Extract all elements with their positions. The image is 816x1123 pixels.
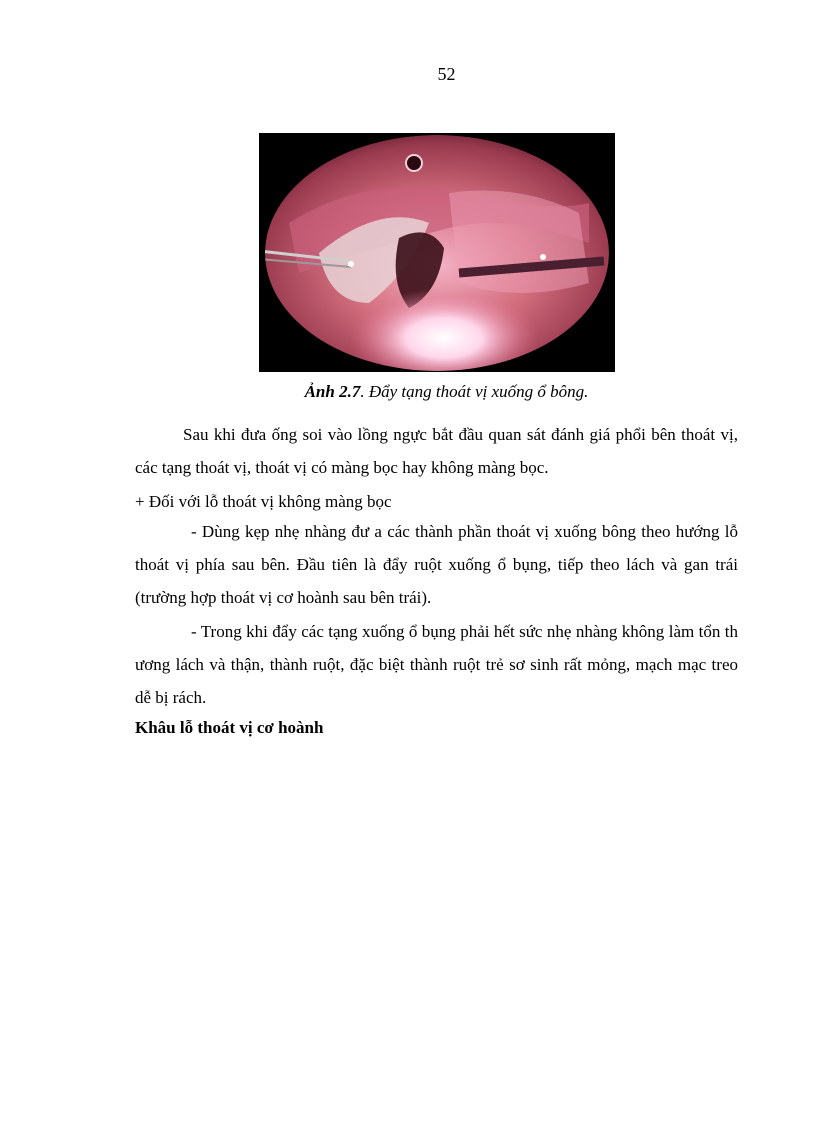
paragraph-step-1: - Dùng kẹp nhẹ nhàng đư a các thành phần thoát vị xuống bông theo hướng lỗ thoát vị phía sau bên. Đầu tiên là đẩy ruột xuống ổ bụng, tiếp theo lách và gan trái (trường hợp thoát vị cơ hoành sau bên trái). xyxy=(135,522,738,607)
section-heading: Khâu lỗ thoát vị cơ hoành xyxy=(135,718,324,737)
figure-label: Ảnh 2.7 xyxy=(304,382,361,401)
figure-caption xyxy=(0,382,816,402)
figure-caption-text: . Đẩy tạng thoát vị xuống ổ bông. xyxy=(360,382,589,401)
endoscopic-photo xyxy=(259,133,615,372)
paragraph-subheading: + Đối với lỗ thoát vị không màng bọc xyxy=(135,492,392,511)
paragraph-intro: Sau khi đưa ống soi vào lồng ngực bắt đầu quan sát đánh giá phổi bên thoát vị, các tạng thoát vị, thoát vị có màng bọc hay không màng bọc. xyxy=(135,425,738,477)
page-number: 52 xyxy=(437,64,456,84)
paragraph-step-2: - Trong khi đẩy các tạng xuống ổ bụng phải hết sức nhẹ nhàng không làm tổn th ương lách và thận, thành ruột, đặc biệt thành ruột trẻ sơ sinh rất mỏng, mạch mạc treo dễ bị rách. xyxy=(135,622,738,707)
